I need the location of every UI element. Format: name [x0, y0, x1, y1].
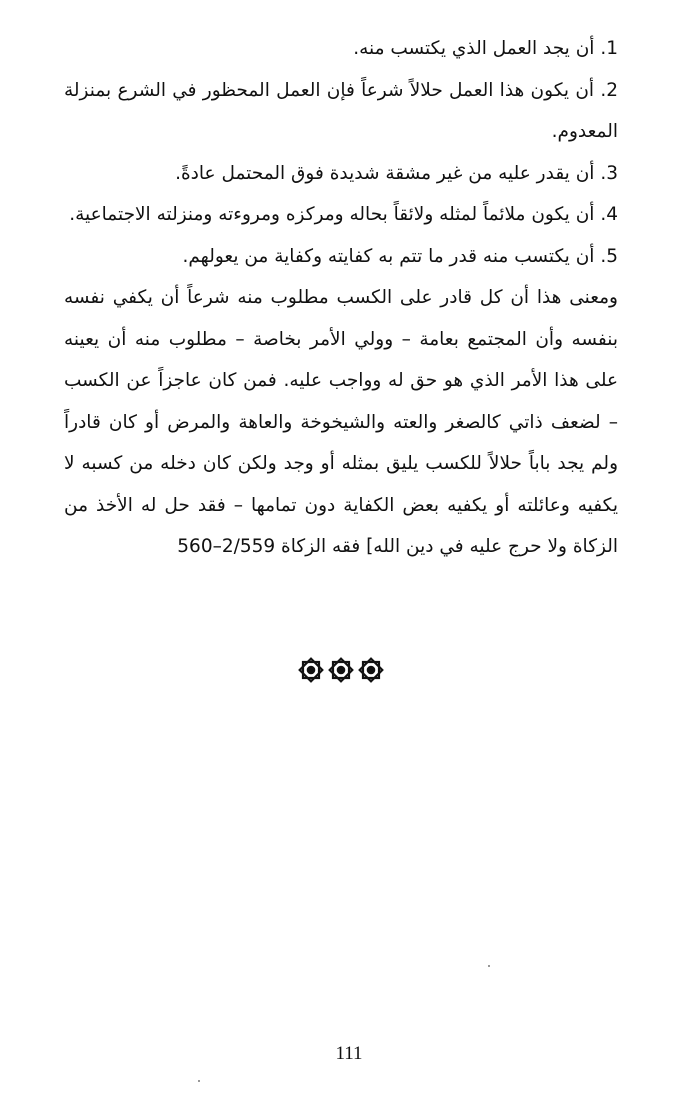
condition-number: 4. [600, 204, 618, 225]
condition-item-3 [64, 153, 618, 195]
condition-item-4 [64, 194, 618, 236]
condition-item-2 [64, 70, 618, 153]
condition-text: أن يكتسب منه قدر ما تتم به كفايته وكفاية من يعولهم. [182, 245, 595, 267]
explanation-paragraph [64, 277, 618, 568]
condition-item-1 [64, 28, 618, 70]
condition-number: 2. [600, 79, 618, 101]
condition-number: 5. [600, 245, 618, 267]
scan-speck [488, 965, 490, 967]
scan-speck [198, 1080, 200, 1082]
condition-text: أن يكون هذا العمل حلالاً شرعاً فإن العمل المحظور في الشرع بمنزلة المعدوم. [64, 79, 618, 142]
page-body [64, 28, 618, 568]
condition-text: أن يقدر عليه من غير مشقة شديدة فوق المحتمل عادةً. [175, 162, 595, 184]
page-number: 111 [335, 1043, 363, 1064]
condition-text: أن يكون ملائماً لمثله ولائقاً بحاله ومركزه ومروءته ومنزلته الاجتماعية. [69, 204, 595, 225]
triple-star-ornament-icon [296, 655, 386, 685]
source-reference: فقه الزكاة 2/559–560 [177, 536, 361, 557]
condition-text: أن يجد العمل الذي يكتسب منه. [353, 38, 595, 59]
condition-number: 3. [600, 162, 618, 184]
paragraph-text: ومعنى هذا أن كل قادر على الكسب مطلوب منه شرعاً أن يكفي نفسه بنفسه وأن المجتمع بعامة – وولي الأمر بخاصة – مطلوب منه أن يعينه على هذا الأمر الذي هو حق له وواجب عليه. فمن كان عاجزاً عن الكسب – لضعف ذاتي كالصغر والعته والشيخوخة والعاهة والمرض أو كان قادراً ولم يجد باباً حلالاً للكسب يليق بمثله أو وجد ولكن كان دخله من كسبه لا يكفيه وعائلته أو يكفيه بعض الكفاية دون تمامها – فقد حل له الأخذ من الزكاة ولا حرج عليه في دين الله] [64, 287, 618, 557]
condition-number: 1. [600, 38, 618, 59]
condition-item-5 [64, 236, 618, 278]
